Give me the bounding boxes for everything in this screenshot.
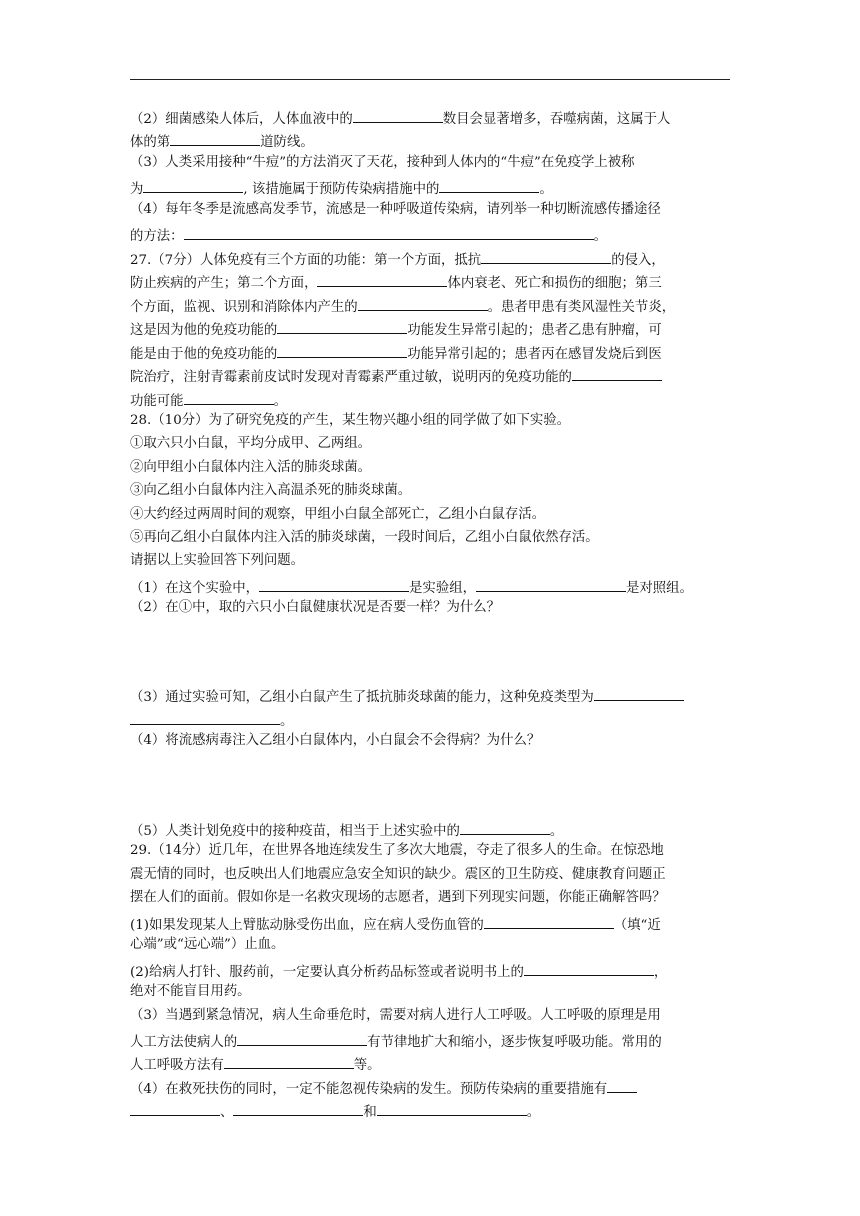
q28-step2: ②向甲组小白鼠体内注入活的肺炎球菌。 [130,460,372,475]
answer-blank[interactable] [377,1101,527,1116]
header-rule [130,79,730,80]
answer-blank[interactable] [358,296,488,311]
answer-blank[interactable] [130,1101,220,1116]
q26-part2-line2: 体的第 道防线。 [130,131,730,151]
q27-line6: 院治疗，注射青霉素前皮试时发现对青霉素严重过敏，说明丙的免疫功能的 [130,366,730,386]
answer-blank[interactable] [130,710,280,725]
q29-answer1-line2: 心端”或“远心端”）止血。 [130,937,285,952]
answer-blank[interactable] [572,366,662,381]
q29-answer1-line1: (1)如果发现某人上臂肱动脉受伤出血，应在病人受伤血管的 （填“近 [130,914,730,934]
q29-answer3-line2: 人工方法使病人的 有节律地扩大和缩小，逐步恢复呼吸功能。常用的 [130,1031,730,1051]
answer-blank[interactable] [184,225,594,240]
answer-blank[interactable] [317,272,447,287]
q29-answer4-line2: 、 和 。 [130,1101,730,1121]
q27-line5: 能是由于他的免疫功能的 功能异常引起的；患者丙在感冒发烧后到医 [130,343,730,363]
answer-blank[interactable] [233,1101,363,1116]
q29-line3: 摆在人们的面前。假如你是一名救灾现场的志愿者，遇到下列现实问题，你能正确解答吗？ [130,890,666,905]
q29-line1: 29.（14分）近几年，在世界各地连续发生了多次大地震，夺走了很多人的生命。在惊恐地 [130,843,664,858]
answer-blank[interactable] [259,577,409,592]
q28-step4: ④大约经过两周时间的观察，甲组小白鼠全部死亡，乙组小白鼠存活。 [130,507,546,522]
answer-blank[interactable] [476,577,626,592]
answer-blank[interactable] [170,131,260,146]
q28-line1: 28.（10分）为了研究免疫的产生，某生物兴趣小组的同学做了如下实验。 [130,413,571,428]
answer-blank[interactable] [607,1078,637,1093]
q28-answer3-line2: 。 [130,710,730,730]
answer-blank[interactable] [439,178,539,193]
q27-line1: 27.（7分）人体免疫有三个方面的功能：第一个方面，抵抗 的侵入， [130,249,730,269]
answer-blank[interactable] [143,178,243,193]
answer-blank[interactable] [224,1054,354,1069]
answer-blank[interactable] [353,108,443,123]
q27-line7: 功能可能 。 [130,390,730,410]
q28-step3: ③向乙组小白鼠体内注入高温杀死的肺炎球菌。 [130,483,412,498]
q29-answer2-line2: 绝对不能盲目用药。 [130,984,251,999]
answer-blank[interactable] [524,961,654,976]
q26-part2-line1: （2）细菌感染人体后，人体血液中的 数目会显著增多，吞噬病菌，这属于人 [130,108,730,128]
q29-line2: 震无情的同时，也反映出人们地震应急安全知识的缺少。震区的卫生防疫、健康教育问题正 [130,867,666,882]
q26-part4-line1: （4）每年冬季是流感高发季节，流感是一种呼吸道传染病，请列举一种切断流感传播途径 [130,202,661,217]
q27-line3: 个方面，监视、识别和消除体内产生的 。患者甲患有类风湿性关节炎， [130,296,730,316]
answer-blank[interactable] [277,319,407,334]
q28-answer3-line1: （3）通过实验可知，乙组小白鼠产生了抵抗肺炎球菌的能力，这种免疫类型为 [130,686,730,706]
q26-part3-line2: 为 , 该措施属于预防传染病措施中的 。 [130,178,730,198]
q28-answer2: （2）在①中，取的六只小白鼠健康状况是否要一样？为什么？ [130,600,501,615]
q28-step1: ①取六只小白鼠，平均分成甲、乙两组。 [130,436,372,451]
q29-answer3-line1: （3）当遇到紧急情况，病人生命垂危时，需要对病人进行人工呼吸。人工呼吸的原理是用 [130,1008,661,1023]
q26-part3-line1: （3）人类采用接种“牛痘”的方法消灭了天花，接种到人体内的“牛痘”在免疫学上被称 [130,155,635,170]
q26-part4-line2: 的方法： 。 [130,225,730,245]
q28-answer4: （4）将流感病毒注入乙组小白鼠体内，小白鼠会不会得病？为什么？ [130,733,541,748]
answer-blank[interactable] [594,686,684,701]
q29-answer3-line3: 人工呼吸方法有 等。 [130,1054,730,1074]
answer-blank[interactable] [481,249,611,264]
answer-blank[interactable] [484,914,614,929]
answer-blank[interactable] [184,390,274,405]
q29-answer2-line1: (2)给病人打针、服药前，一定要认真分析药品标签或者说明书上的 ， [130,961,730,981]
q28-answer5: （5）人类计划免疫中的接种疫苗，相当于上述实验中的 。 [130,820,730,840]
q28-step5: ⑤再向乙组小白鼠体内注入活的肺炎球菌，一段时间后，乙组小白鼠依然存活。 [130,530,599,545]
answer-blank[interactable] [460,820,550,835]
q29-answer4-line1: （4）在救死扶伤的同时，一定不能忽视传染病的发生。预防传染病的重要措施有 [130,1078,730,1098]
q28-prompt: 请据以上实验回答下列问题。 [130,553,305,568]
answer-blank[interactable] [277,343,407,358]
q27-line4: 这是因为他的免疫功能的 功能发生异常引起的；患者乙患有肿瘤，可 [130,319,730,339]
q27-line2: 防止疾病的产生；第二个方面， 体内衰老、死亡和损伤的细胞；第三 [130,272,730,292]
answer-blank[interactable] [237,1031,367,1046]
q28-answer1: （1）在这个实验中， 是实验组， 是对照组。 [130,577,730,597]
